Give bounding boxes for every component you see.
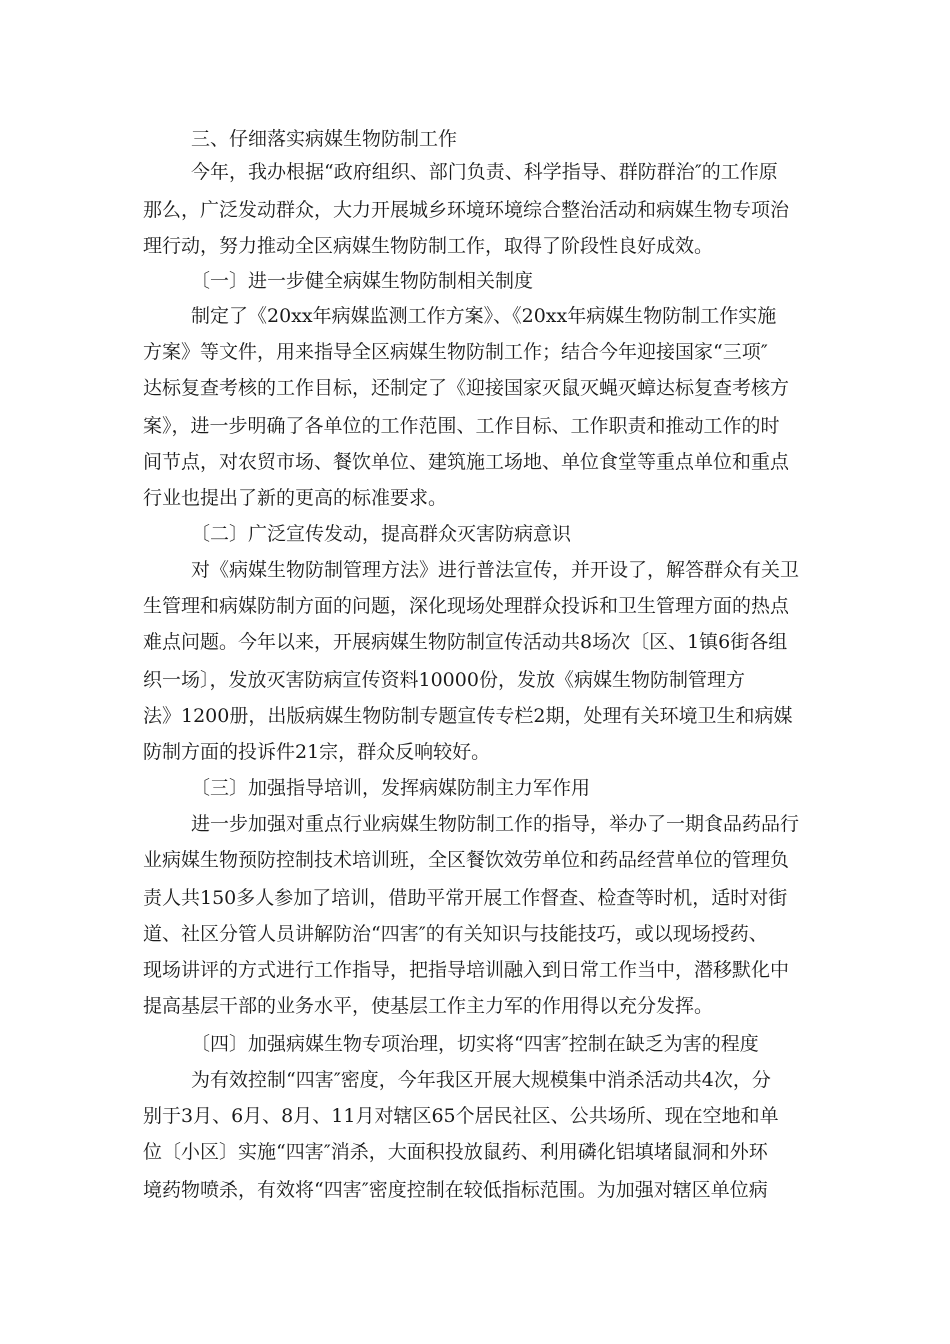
paragraph-line: 为有效控制“四害″密度，今年我区开展大规模集中消杀活动共4次，分 bbox=[191, 1069, 771, 1091]
paragraph-line: 间节点，对农贸市场、餐饮单位、建筑施工场地、单位食堂等重点单位和重点 bbox=[143, 451, 790, 473]
paragraph-line: 生管理和病媒防制方面的问题，深化现场处理群众投诉和卫生管理方面的热点 bbox=[143, 595, 790, 617]
paragraph-line: 那么，广泛发动群众，大力开展城乡环境环境综合整治活动和病媒生物专项治 bbox=[143, 199, 790, 221]
paragraph-line: 提高基层干部的业务水平，使基层工作主力军的作用得以充分发挥。 bbox=[143, 995, 714, 1017]
paragraph-line: 位〔小区〕实施“四害″消杀，大面积投放鼠药、利用磷化铝填堵鼠洞和外环 bbox=[143, 1141, 768, 1163]
paragraph-line: 今年，我办根据“政府组织、部门负责、科学指导、群防群治″的工作原 bbox=[191, 161, 778, 183]
paragraph-line: 织一场〕，发放灭害防病宣传资料10000份，发放《病媒生物防制管理方 bbox=[143, 669, 745, 691]
paragraph-line: 业病媒生物预防控制技术培训班，全区餐饮效劳单位和药品经营单位的管理负 bbox=[143, 849, 790, 871]
paragraph-line: 法》1200册，出版病媒生物防制专题宣传专栏2期，处理有关环境卫生和病媒 bbox=[143, 705, 793, 727]
subsection-heading: 〔四〕加强病媒生物专项治理，切实将“四害″控制在缺乏为害的程度 bbox=[191, 1033, 759, 1055]
paragraph-line: 理行动，努力推动全区病媒生物防制工作，取得了阶段性良好成效。 bbox=[143, 235, 714, 257]
paragraph-line: 境药物喷杀，有效将“四害″密度控制在较低指标范围。为加强对辖区单位病 bbox=[143, 1179, 768, 1201]
subsection-heading: 〔二〕广泛宣传发动，提高群众灭害防病意识 bbox=[191, 523, 572, 545]
paragraph-line: 行业也提出了新的更高的标准要求。 bbox=[143, 487, 448, 509]
paragraph-line: 达标复查考核的工作目标，还制定了《迎接国家灭鼠灭蝇灭蟑达标复查考核方 bbox=[143, 377, 790, 399]
paragraph-line: 现场讲评的方式进行工作指导，把指导培训融入到日常工作当中，潜移默化中 bbox=[143, 959, 790, 981]
subsection-heading: 〔一〕进一步健全病媒生物防制相关制度 bbox=[191, 270, 534, 292]
paragraph-line: 道、社区分管人员讲解防治“四害″的有关知识与技能技巧，或以现场授药、 bbox=[143, 923, 768, 945]
paragraph-line: 进一步加强对重点行业病媒生物防制工作的指导，举办了一期食品药品行 bbox=[191, 813, 800, 835]
paragraph-line: 难点问题。今年以来，开展病媒生物防制宣传活动共8场次〔区、1镇6街各组 bbox=[143, 631, 788, 653]
paragraph-line: 对《病媒生物防制管理方法》进行普法宣传，并开设了，解答群众有关卫 bbox=[191, 559, 800, 581]
paragraph-line: 方案》等文件，用来指导全区病媒生物防制工作；结合今年迎接国家“三项″ bbox=[143, 341, 768, 363]
subsection-heading: 〔三〕加强指导培训，发挥病媒防制主力军作用 bbox=[191, 777, 591, 799]
section-heading: 三、仔细落实病媒生物防制工作 bbox=[191, 128, 458, 150]
paragraph-line: 责人共150多人参加了培训，借助平常开展工作督查、检查等时机，适时对街 bbox=[143, 887, 788, 909]
paragraph-line: 案》，进一步明确了各单位的工作范围、工作目标、工作职责和推动工作的时 bbox=[143, 415, 780, 437]
paragraph-line: 别于3月、6月、8月、11月对辖区65个居民社区、公共场所、现在空地和单 bbox=[143, 1105, 779, 1127]
paragraph-line: 防制方面的投诉件21宗，群众反响较好。 bbox=[143, 741, 491, 763]
paragraph-line: 制定了《20xx年病媒监测工作方案》、《20xx年病媒生物防制工作实施 bbox=[191, 305, 777, 327]
